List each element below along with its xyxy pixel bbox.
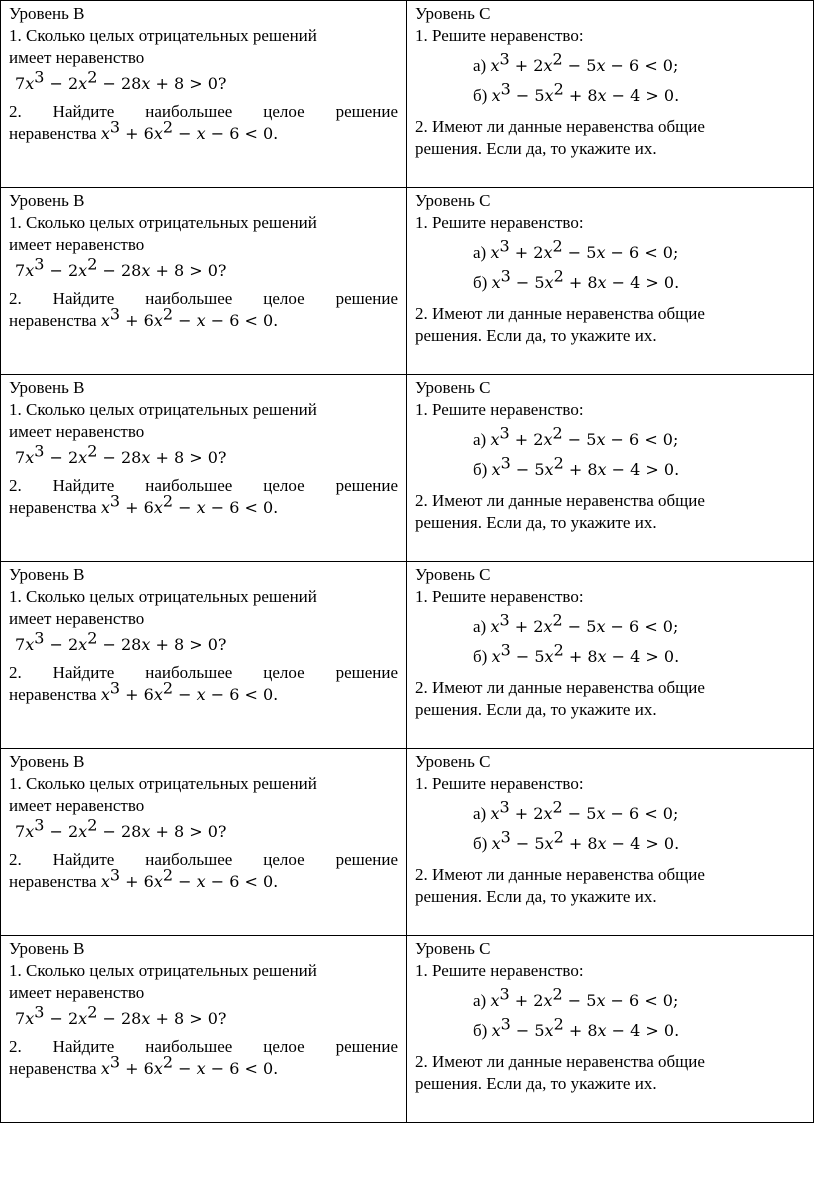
c-inequality-a: а) $x^3 + 2x^2 - 5x - 6 < 0$;	[473, 984, 679, 1010]
c-question-2-line-2: решения. Если да, то укажите их.	[415, 887, 657, 906]
b-question-1-line-1: 1. Сколько целых отрицательных решений	[9, 774, 317, 793]
card-row	[1, 936, 814, 1123]
c-question-2-line-1: 2. Имеют ли данные неравенства общие	[415, 678, 705, 697]
c-question-2-line-2: решения. Если да, то укажите их.	[415, 326, 657, 345]
c-inequality-a: а) $x^3 + 2x^2 - 5x - 6 < 0$;	[473, 49, 679, 75]
level-b-cell	[1, 188, 407, 375]
b-question-2-line-1: 2. Найдите наибольшее целое решение	[9, 102, 398, 121]
b-question-1-line-2: имеет неравенство	[9, 48, 145, 67]
c-question-1: 1. Решите неравенство:	[415, 26, 584, 45]
b-question-2-line-1: 2. Найдите наибольшее целое решение	[9, 476, 398, 495]
b-question-1-formula: $7x^3 - 2x^2 - 28x + 8 > 0$?	[15, 67, 227, 93]
c-question-2-line-1: 2. Имеют ли данные неравенства общие	[415, 117, 705, 136]
c-question-2-line-1: 2. Имеют ли данные неравенства общие	[415, 491, 705, 510]
c-question-2-line-1: 2. Имеют ли данные неравенства общие	[415, 1052, 705, 1071]
c-question-2-line-2: решения. Если да, то укажите их.	[415, 1074, 657, 1093]
b-question-1-line-1: 1. Сколько целых отрицательных решений	[9, 587, 317, 606]
b-question-2-line-2: неравенства $x^3 + 6x^2 - x - 6 < 0$.	[9, 304, 279, 330]
c-question-2-line-1: 2. Имеют ли данные неравенства общие	[415, 304, 705, 323]
level-c-title: Уровень С	[415, 565, 491, 584]
c-question-1: 1. Решите неравенство:	[415, 213, 584, 232]
b-question-1-line-1: 1. Сколько целых отрицательных решений	[9, 961, 317, 980]
card-row	[1, 562, 814, 749]
b-question-2-line-2: неравенства $x^3 + 6x^2 - x - 6 < 0$.	[9, 117, 279, 143]
level-b-cell	[1, 375, 407, 562]
b-question-2-line-2: неравенства $x^3 + 6x^2 - x - 6 < 0$.	[9, 678, 279, 704]
b-question-2-line-1: 2. Найдите наибольшее целое решение	[9, 850, 398, 869]
c-question-1: 1. Решите неравенство:	[415, 961, 584, 980]
b-question-2-line-2: неравенства $x^3 + 6x^2 - x - 6 < 0$.	[9, 865, 279, 891]
card-row	[1, 375, 814, 562]
level-c-cell	[407, 375, 814, 562]
level-c-title: Уровень С	[415, 4, 491, 23]
b-question-1-line-2: имеет неравенство	[9, 235, 145, 254]
b-question-1-line-2: имеет неравенство	[9, 796, 145, 815]
worksheet-body	[1, 1, 814, 1123]
level-b-title: Уровень В	[9, 191, 85, 210]
level-b-title: Уровень В	[9, 378, 85, 397]
level-c-cell	[407, 936, 814, 1123]
level-b-cell	[1, 749, 407, 936]
c-question-2-line-2: решения. Если да, то укажите их.	[415, 139, 657, 158]
b-question-1-formula: $7x^3 - 2x^2 - 28x + 8 > 0$?	[15, 441, 227, 467]
b-question-1-formula: $7x^3 - 2x^2 - 28x + 8 > 0$?	[15, 1002, 227, 1028]
b-question-2-line-2: неравенства $x^3 + 6x^2 - x - 6 < 0$.	[9, 491, 279, 517]
b-question-1-line-2: имеет неравенство	[9, 422, 145, 441]
c-inequality-b: б) $x^3 - 5x^2 + 8x - 4 > 0$.	[473, 1014, 680, 1040]
level-c-cell	[407, 188, 814, 375]
level-b-cell	[1, 936, 407, 1123]
b-question-2-line-1: 2. Найдите наибольшее целое решение	[9, 289, 398, 308]
c-inequality-a: а) $x^3 + 2x^2 - 5x - 6 < 0$;	[473, 797, 679, 823]
c-inequality-a: а) $x^3 + 2x^2 - 5x - 6 < 0$;	[473, 423, 679, 449]
level-b-title: Уровень В	[9, 565, 85, 584]
c-inequality-a: а) $x^3 + 2x^2 - 5x - 6 < 0$;	[473, 610, 679, 636]
b-question-2-line-1: 2. Найдите наибольшее целое решение	[9, 1037, 398, 1056]
c-inequality-b: б) $x^3 - 5x^2 + 8x - 4 > 0$.	[473, 827, 680, 853]
c-question-2-line-2: решения. Если да, то укажите их.	[415, 700, 657, 719]
b-question-1-line-1: 1. Сколько целых отрицательных решений	[9, 26, 317, 45]
b-question-1-formula: $7x^3 - 2x^2 - 28x + 8 > 0$?	[15, 815, 227, 841]
c-question-2-line-2: решения. Если да, то укажите их.	[415, 513, 657, 532]
c-inequality-b: б) $x^3 - 5x^2 + 8x - 4 > 0$.	[473, 79, 680, 105]
c-question-1: 1. Решите неравенство:	[415, 400, 584, 419]
b-question-1-line-1: 1. Сколько целых отрицательных решений	[9, 213, 317, 232]
b-question-2-line-2: неравенства $x^3 + 6x^2 - x - 6 < 0$.	[9, 1052, 279, 1078]
level-c-title: Уровень С	[415, 191, 491, 210]
level-b-title: Уровень В	[9, 752, 85, 771]
card-row	[1, 749, 814, 936]
b-question-1-line-2: имеет неравенство	[9, 609, 145, 628]
b-question-1-line-2: имеет неравенство	[9, 983, 145, 1002]
c-inequality-b: б) $x^3 - 5x^2 + 8x - 4 > 0$.	[473, 640, 680, 666]
level-c-title: Уровень С	[415, 939, 491, 958]
level-c-cell	[407, 1, 814, 188]
c-inequality-b: б) $x^3 - 5x^2 + 8x - 4 > 0$.	[473, 453, 680, 479]
b-question-1-line-1: 1. Сколько целых отрицательных решений	[9, 400, 317, 419]
card-row	[1, 188, 814, 375]
b-question-1-formula: $7x^3 - 2x^2 - 28x + 8 > 0$?	[15, 254, 227, 280]
c-question-2-line-1: 2. Имеют ли данные неравенства общие	[415, 865, 705, 884]
level-b-cell	[1, 562, 407, 749]
level-b-title: Уровень В	[9, 939, 85, 958]
level-b-cell	[1, 1, 407, 188]
c-inequality-a: а) $x^3 + 2x^2 - 5x - 6 < 0$;	[473, 236, 679, 262]
level-c-cell	[407, 562, 814, 749]
c-question-1: 1. Решите неравенство:	[415, 587, 584, 606]
level-c-title: Уровень С	[415, 378, 491, 397]
level-c-title: Уровень С	[415, 752, 491, 771]
b-question-2-line-1: 2. Найдите наибольшее целое решение	[9, 663, 398, 682]
level-b-title: Уровень В	[9, 4, 85, 23]
card-row	[1, 1, 814, 188]
c-question-1: 1. Решите неравенство:	[415, 774, 584, 793]
level-c-cell	[407, 749, 814, 936]
b-question-1-formula: $7x^3 - 2x^2 - 28x + 8 > 0$?	[15, 628, 227, 654]
c-inequality-b: б) $x^3 - 5x^2 + 8x - 4 > 0$.	[473, 266, 680, 292]
